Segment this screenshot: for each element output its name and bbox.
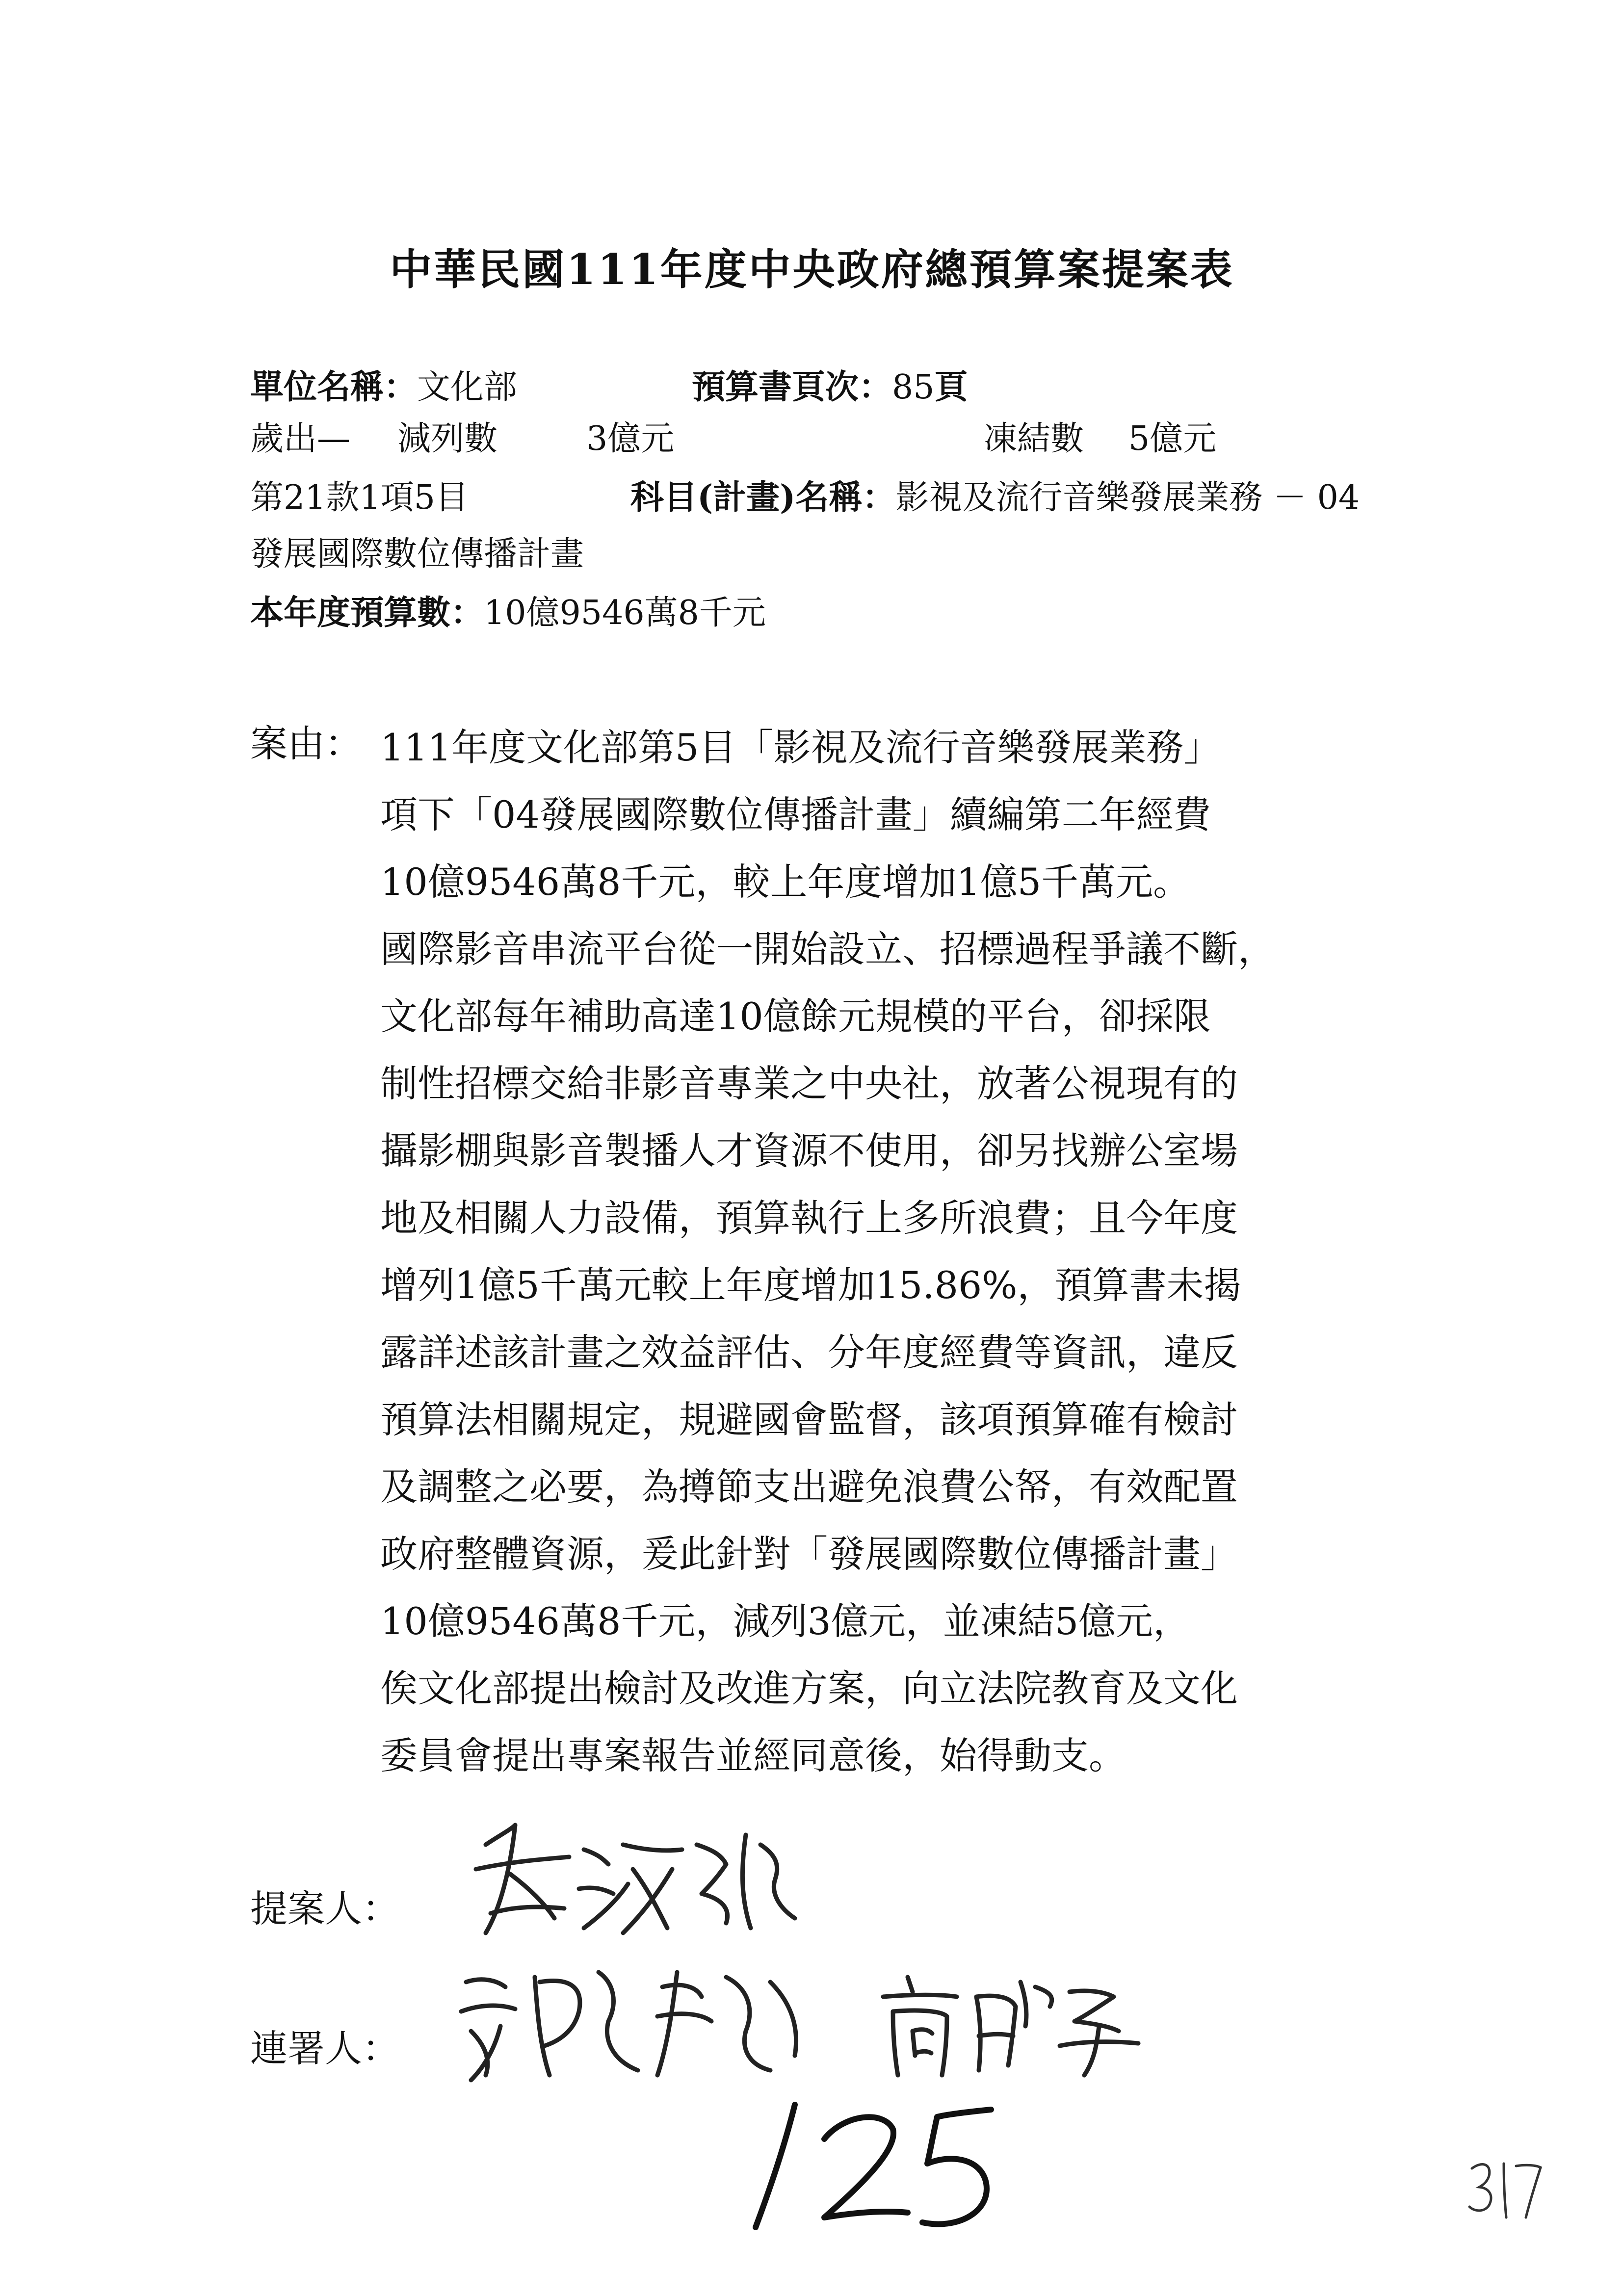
annual-budget-row: [250, 586, 766, 634]
subject-row: [630, 471, 1360, 519]
reason-line: 攝影棚與影音製播人才資源不使用，卻另找辦公室場: [380, 1129, 1238, 1173]
reason-line: 預算法相關規定，規避國會監督，該項預算確有檢討: [380, 1398, 1238, 1441]
cosigner-signature-1: [451, 1943, 839, 2090]
cut-label: 減列數: [397, 419, 498, 458]
proposer-signature: [456, 1815, 800, 1943]
reason-line: 地及相關人力設備，預算執行上多所浪費；且今年度: [380, 1196, 1238, 1240]
unit-row: [250, 361, 517, 408]
reason-line: 增列1億5千萬元較上年度增加15.86%，預算書未揭: [380, 1263, 1241, 1307]
budget-page-row: [692, 361, 968, 408]
subject-label: 科目(計畫)名稱：: [630, 478, 896, 517]
reason-body: [380, 714, 1435, 1789]
item-code: 第21款1項5目: [250, 478, 469, 517]
handwritten-number: [736, 2090, 1011, 2237]
expenditure-label: 歲出—: [250, 419, 351, 458]
reason-line: 10億9546萬8千元，較上年度增加1億5千萬元。: [380, 860, 1191, 904]
subject-value-line2: 發展國際數位傳播計畫: [250, 535, 584, 574]
freeze-label: 凍結數: [984, 419, 1084, 458]
reason-line: 政府整體資源，爰此針對「發展國際數位傳播計畫」: [380, 1532, 1238, 1576]
document-title: 中華民國111年度中央政府總預算案提案表: [390, 245, 1234, 294]
budget-page-value: 85: [892, 368, 935, 407]
reason-line: 國際影音串流平台從一開始設立、招標過程爭議不斷，: [380, 927, 1275, 971]
reason-line: 委員會提出專案報告並經同意後，始得動支。: [380, 1734, 1126, 1777]
reason-line: 及調整之必要，為撙節支出避免浪費公帑，有效配置: [380, 1465, 1238, 1509]
budget-page-suffix: 頁: [934, 367, 968, 407]
cut-value: 3億元: [586, 419, 675, 458]
reason-line: 項下「04發展國際數位傳播計畫」續編第二年經費: [380, 793, 1211, 836]
unit-value: 文化部: [417, 368, 518, 407]
cosigner-signature-2: [873, 1967, 1148, 2085]
corner-page-number: [1462, 2149, 1545, 2222]
unit-label: 單位名稱：: [250, 367, 418, 407]
reason-line: 露詳述該計畫之效益評估、分年度經費等資訊，違反: [380, 1331, 1238, 1374]
annual-budget-value: 10億9546萬8千元: [484, 594, 766, 632]
cosigner-label: 連署人：: [250, 2027, 399, 2070]
reason-line: 111年度文化部第5目「影視及流行音樂發展業務」: [380, 726, 1221, 769]
freeze-value: 5億元: [1128, 419, 1217, 458]
annual-budget-label: 本年度預算數：: [250, 593, 484, 632]
reason-line: 文化部每年補助高達10億餘元規模的平台，卻採限: [380, 994, 1211, 1038]
budget-page-label: 預算書頁次：: [692, 367, 892, 407]
reason-line: 俟文化部提出檢討及改進方案，向立法院教育及文化: [380, 1667, 1238, 1710]
reason-line: 10億9546萬8千元，減列3億元，並凍結5億元，: [380, 1599, 1191, 1643]
proposer-label: 提案人：: [250, 1887, 399, 1931]
reason-label: 案由：: [250, 722, 362, 765]
subject-value-line1: 影視及流行音樂發展業務 － 04: [895, 478, 1360, 517]
reason-line: 制性招標交給非影音專業之中央社，放著公視現有的: [380, 1062, 1238, 1105]
